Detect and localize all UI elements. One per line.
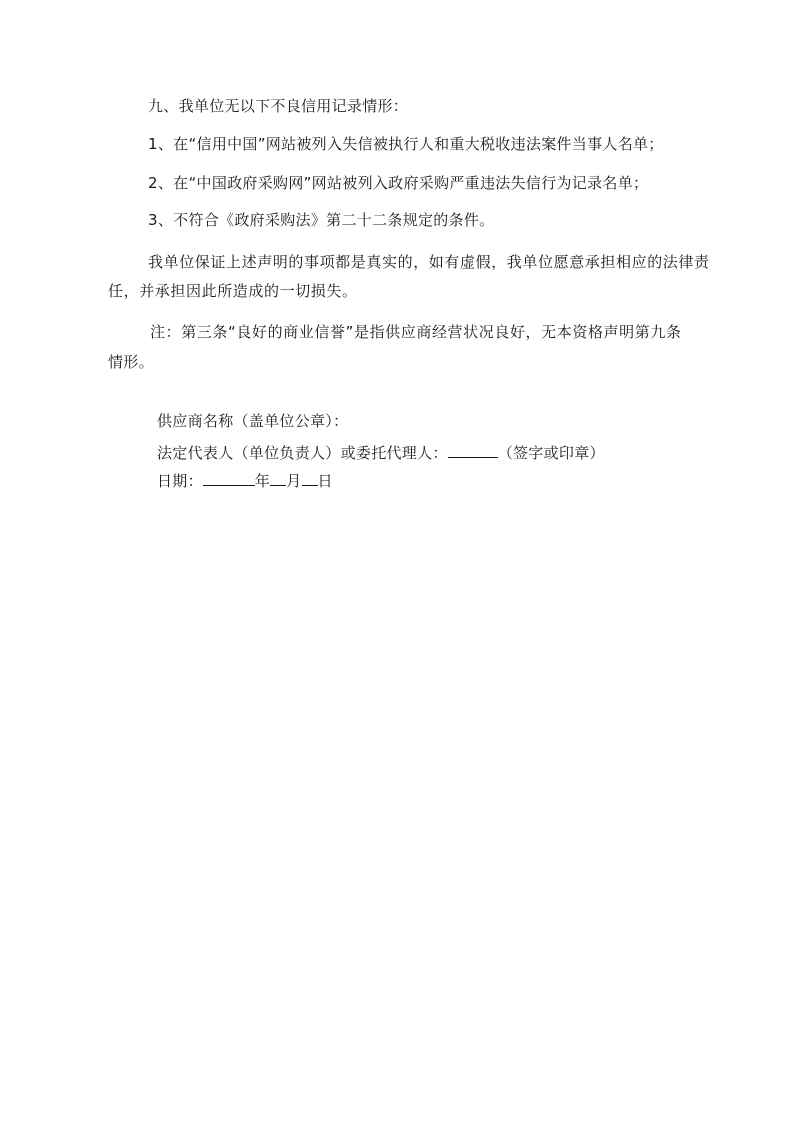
note-paragraph-line: 注：第三条“良好的商业信誉”是指供应商经营状况良好，无本资格声明第九条 bbox=[150, 323, 682, 341]
year-blank bbox=[203, 471, 255, 486]
list-item: 1、在“信用中国”网站被列入失信被执行人和重大税收违法案件当事人名单； bbox=[148, 135, 664, 153]
list-item: 2、在“中国政府采购网”网站被列入政府采购严重违法失信行为记录名单； bbox=[148, 174, 649, 192]
section-heading: 九、我单位无以下不良信用记录情形： bbox=[148, 97, 409, 115]
month-label: 月 bbox=[286, 472, 302, 490]
guarantee-paragraph-line: 我单位保证上述声明的事项都是真实的，如有虚假，我单位愿意承担相应的法律责 bbox=[148, 253, 710, 271]
representative-signature-line bbox=[157, 443, 605, 463]
month-blank bbox=[270, 471, 286, 486]
date-label: 日期： bbox=[157, 472, 203, 490]
date-line bbox=[157, 471, 333, 491]
day-blank bbox=[302, 471, 318, 486]
year-label: 年 bbox=[254, 472, 271, 490]
day-label: 日 bbox=[317, 472, 333, 490]
representative-label: 法定代表人（单位负责人）或委托代理人： bbox=[157, 444, 448, 462]
signature-suffix: （签字或印章） bbox=[497, 444, 605, 462]
supplier-name-label: 供应商名称（盖单位公章）： bbox=[157, 412, 349, 430]
note-paragraph-line: 情形。 bbox=[108, 353, 154, 371]
list-item: 3、不符合《政府采购法》第二十二条规定的条件。 bbox=[148, 211, 495, 229]
signature-blank bbox=[448, 443, 498, 458]
guarantee-paragraph-line: 任，并承担因此所造成的一切损失。 bbox=[108, 282, 358, 300]
